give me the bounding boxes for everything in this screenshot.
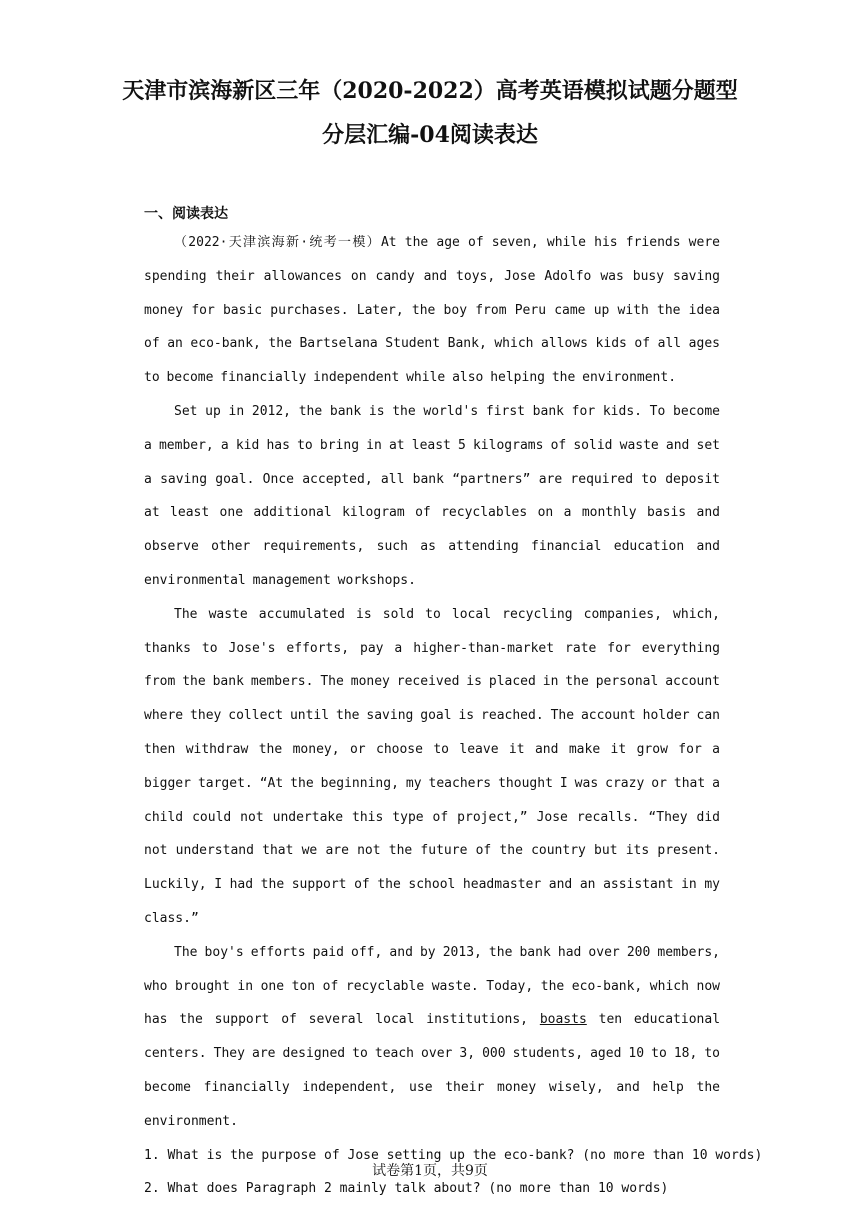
paragraph-4 [144,936,720,1139]
page-footer: 试卷第1页，共9页 [372,1163,488,1179]
underlined-word: boasts [539,1012,587,1028]
paragraph-4-text-after: ten educational centers. They are designed to teach over 3, 000 students, aged 10 to 18, to become financially independent, use their money wisely, and help the environment. [144,1012,721,1129]
paragraph-4-text-before: The boy's efforts paid off, and by 2013, the bank had over 200 members, who brought in one ton of recyclable waste. Today, the eco-bank, which now has the support of several local institutions, [144,944,720,1028]
section-heading: 一、阅读表达 [144,206,228,222]
question-2: 2. What does Paragraph 2 mainly talk about? (no more than 10 words) [144,1181,669,1197]
passage-body [144,226,763,1206]
paragraph-2: Set up in 2012, the bank is the world's first bank for kids. To become a member, a kid has to bring in at least 5 kilograms of solid waste and set a saving goal. Once accepted, all bank “partners” are required to deposit at least one additional kilogram of recyclables on a monthly basis and observe other requirements, such as attending financial education and environmental management workshops. [144,403,720,588]
document-title-line-1: 天津市滨海新区三年（2020-2022）高考英语模拟试题分题型 [122,78,738,104]
document-title-line-2: 分层汇编-04阅读表达 [322,122,538,148]
paragraph-3: The waste accumulated is sold to local recycling companies, which, thanks to Jose's efforts, pay a higher-than-market rate for everything from the bank members. The money received is placed in the personal account where they collect until the saving goal is reached. The account holder can then withdraw the money, or choose to leave it and make it grow for a bigger target. “At the beginning, my teachers thought I was crazy or that a child could not undertake this type of project,” Jose recalls. “They did not understand that we are not the future of the country but its present. Luckily, I had the support of the school headmaster and an assistant in my class.” [144,606,720,926]
paragraph-1: （2022·天津滨海新·统考一模）At the age of seven, while his friends were spending their allowances on candy and toys, Jose Adolfo was busy saving money for basic purchases. Later, the boy from Peru came up with the idea of an eco-bank, the Bartselana Student Bank, which allows kids of all ages to become financially independent while also helping the environment. [144,235,720,386]
question-1: 1. What is the purpose of Jose setting up the eco-bank? (no more than 10 words) [144,1147,763,1163]
